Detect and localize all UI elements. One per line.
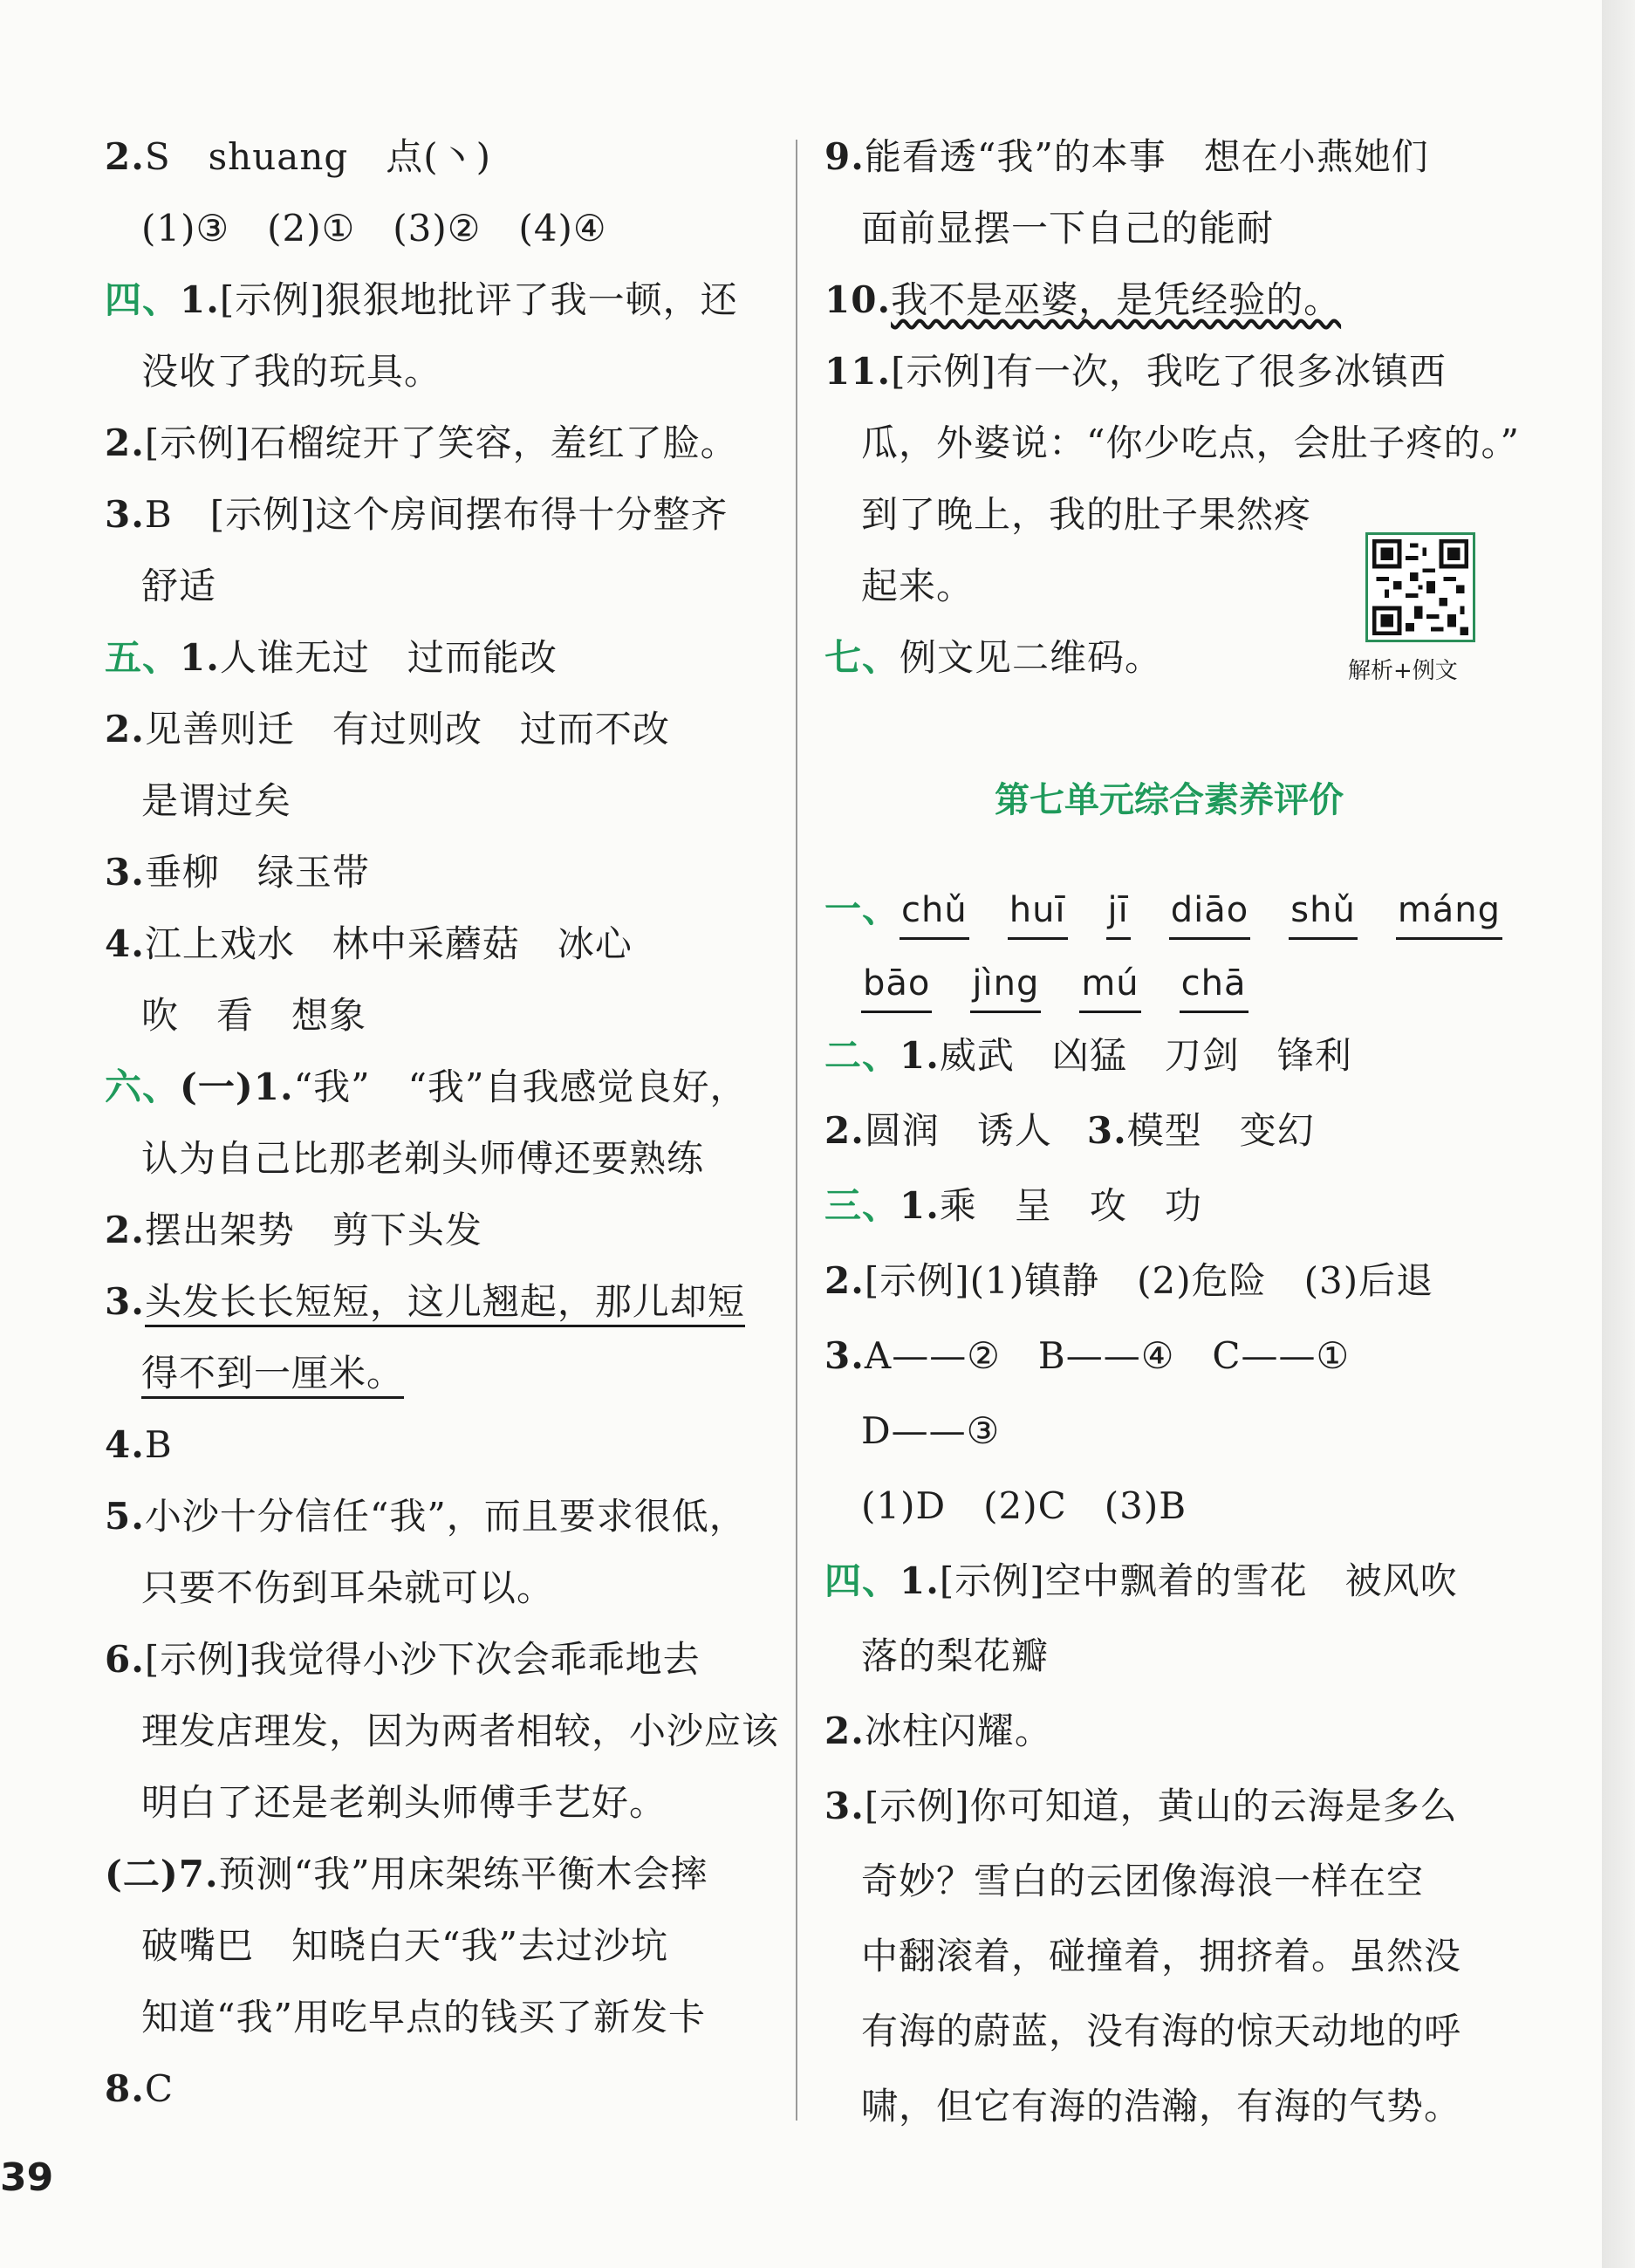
answer-line: 四、1.[示例]狠狠地批评了我一顿，还 <box>105 278 738 321</box>
answer-line: 2.S shuang 点(丶) <box>105 135 492 178</box>
answer-line: 3.A——② B——④ C——① <box>824 1334 1351 1377</box>
answer-line: 知道“我”用吃早点的钱买了新发卡 <box>141 1996 706 2038</box>
answer-line: 2.[示例]石榴绽开了笑容，羞红了脸。 <box>105 421 738 464</box>
answer-line: 2.冰柱闪耀。 <box>824 1710 1052 1752</box>
answer-line: 有海的蔚蓝，没有海的惊天动地的呼 <box>861 2010 1462 2052</box>
answer-line: 起来。 <box>861 565 975 607</box>
answer-line: 3.头发长长短短，这儿翘起，那儿却短 <box>105 1276 745 1328</box>
pinyin-line: bāo jìng mú chā <box>861 956 1287 1013</box>
qr-caption: 解析+例文 <box>1348 658 1458 684</box>
answer-line: 8.C <box>105 2067 174 2110</box>
answer-line: 啸，但它有海的浩瀚，有海的气势。 <box>861 2085 1462 2128</box>
answer-line: 3.垂柳 绿玉带 <box>105 851 370 894</box>
answer-line: 奇妙？雪白的云团像海浪一样在空 <box>861 1860 1425 1902</box>
answer-line: 9.能看透“我”的本事 想在小燕她们 <box>824 135 1429 178</box>
answer-line: 2.圆润 诱人 3.模型 变幻 <box>824 1109 1315 1152</box>
answer-line: (二)7.预测“我”用床架练平衡木会摔 <box>105 1853 708 1895</box>
answer-line: 二、1.威武 凶猛 刀剑 锋利 <box>824 1034 1352 1077</box>
answer-line: 六、(一)1.“我” “我”自我感觉良好， <box>105 1065 748 1108</box>
answer-line: 6.[示例]我觉得小沙下次会乖乖地去 <box>105 1638 701 1681</box>
answer-line: 得不到一厘米。 <box>141 1347 404 1400</box>
answer-line: D——③ <box>861 1409 1001 1452</box>
unit-title: 第七单元综合素养评价 <box>995 780 1344 820</box>
answer-line: 10.我不是巫婆，是凭经验的。 <box>824 278 1342 321</box>
answer-line: 3.[示例]你可知道，黄山的云海是多么 <box>824 1785 1458 1827</box>
pinyin-line: 一、chǔ huī jī diāo shǔ máng <box>824 883 1502 940</box>
answer-line: 破嘴巴 知晓白天“我”去过沙坑 <box>141 1924 668 1967</box>
answer-line: 只要不伤到耳朵就可以。 <box>141 1566 555 1609</box>
answer-line: 11.[示例]有一次，我吃了很多冰镇西 <box>824 350 1447 393</box>
answer-line: 没收了我的玩具。 <box>141 350 442 393</box>
answer-line: 落的梨花瓣 <box>861 1634 1050 1677</box>
answer-line: 瓜，外婆说：“你少吃点，会肚子疼的。” <box>861 421 1520 464</box>
answer-line: 面前显摆一下自己的能耐 <box>861 207 1275 250</box>
answer-line: 四、1.[示例]空中飘着的雪花 被风吹 <box>824 1559 1458 1602</box>
answer-line: 5.小沙十分信任“我”，而且要求很低， <box>105 1495 747 1538</box>
answer-line: 2.摆出架势 剪下头发 <box>105 1209 482 1251</box>
answer-line: 中翻滚着，碰撞着，拥挤着。虽然没 <box>861 1935 1462 1977</box>
answer-line: 3.B [示例]这个房间摆布得十分整齐 <box>105 493 729 536</box>
page-number: 39 <box>0 2155 54 2200</box>
column-divider <box>796 140 797 2121</box>
answer-line: 七、例文见二维码。 <box>824 636 1163 679</box>
answer-line: (1)D (2)C (3)B <box>861 1484 1187 1527</box>
answer-line: 2.[示例](1)镇静 (2)危险 (3)后退 <box>824 1259 1434 1302</box>
answer-line: 4.B <box>105 1423 173 1466</box>
answer-line: 三、1.乘 呈 攻 功 <box>824 1184 1202 1227</box>
answer-line: 4.江上戏水 林中采蘑菇 冰心 <box>105 922 633 965</box>
answer-line: 理发店理发，因为两者相较，小沙应该 <box>141 1710 780 1752</box>
answer-line: 五、1.人谁无过 过而能改 <box>105 636 558 679</box>
answer-line: (1)③ (2)① (3)② (4)④ <box>141 207 607 250</box>
qr-code-icon[interactable] <box>1365 532 1475 642</box>
page-edge-shadow <box>1602 0 1635 2268</box>
answer-line: 明白了还是老剃头师傅手艺好。 <box>141 1781 667 1824</box>
answer-line: 吹 看 想象 <box>141 994 367 1037</box>
answer-line: 认为自己比那老剃头师傅还要熟练 <box>141 1137 705 1180</box>
answer-line: 舒适 <box>141 565 217 607</box>
answer-line: 到了晚上，我的肚子果然疼 <box>861 493 1312 536</box>
answer-line: 2.见善则迁 有过则改 过而不改 <box>105 708 670 750</box>
answer-line: 是谓过矣 <box>141 779 292 822</box>
